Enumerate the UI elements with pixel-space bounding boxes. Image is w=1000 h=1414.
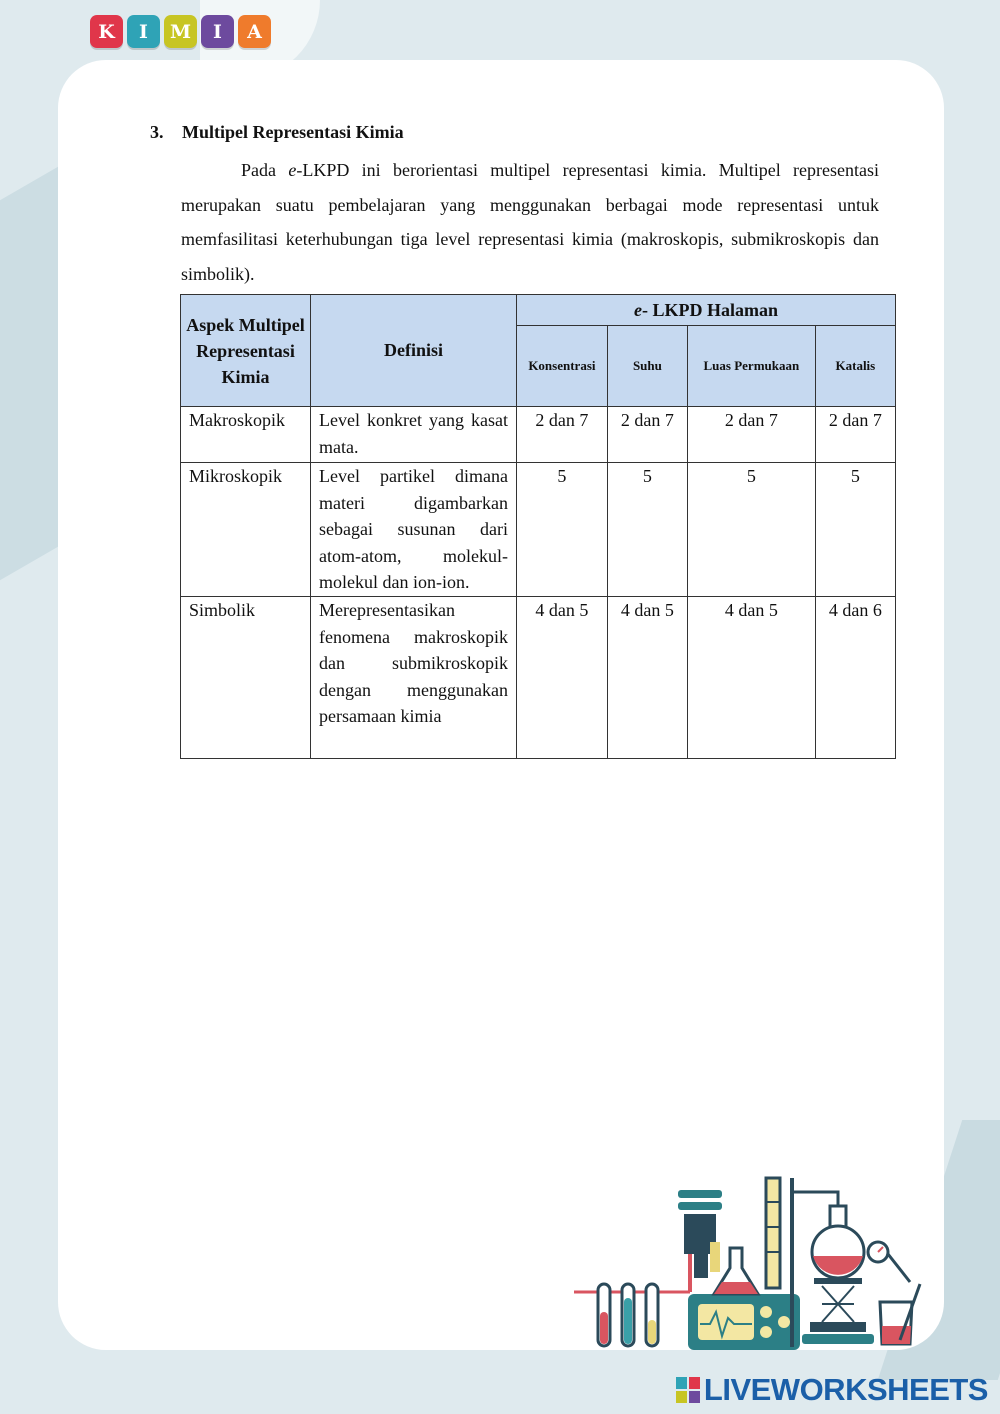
header-konsentrasi: Konsentrasi — [517, 326, 608, 407]
beaker-icon — [880, 1284, 920, 1344]
test-tubes-icon — [598, 1284, 658, 1346]
header-katalis: Katalis — [815, 326, 895, 407]
cell-katalis: 5 — [815, 463, 895, 597]
liveworksheets-logo-icon — [676, 1377, 700, 1403]
table-row — [181, 463, 896, 597]
flask-icon — [714, 1248, 758, 1294]
gauge-icon — [868, 1242, 910, 1282]
section-heading — [150, 122, 404, 143]
cell-definisi: Level partikel dimana materi digambarkan sebagai susunan dari atom-atom, molekul-molekul dan ion-ion. — [311, 463, 517, 597]
cell-konsentrasi: 4 dan 5 — [517, 597, 608, 759]
intro-paragraph — [181, 153, 879, 291]
header-suhu: Suhu — [607, 326, 687, 407]
cell-aspek: Makroskopik — [181, 407, 311, 463]
header-luas-permukaan: Luas Permukaan — [688, 326, 816, 407]
logo-tile: M — [164, 15, 197, 48]
header-definisi: Definisi — [311, 295, 517, 407]
kimia-logo — [90, 15, 271, 48]
liveworksheets-watermark — [676, 1372, 988, 1408]
table-row — [181, 407, 896, 463]
header-lkpd-text: - LKPD Halaman — [641, 299, 778, 320]
section-title: Multipel Representasi Kimia — [182, 122, 404, 142]
round-flask-icon — [802, 1206, 874, 1344]
header-lkpd — [517, 295, 896, 326]
microscope-icon — [678, 1190, 722, 1278]
section-number: 3. — [150, 122, 164, 142]
lab-equipment-illustration — [570, 1172, 930, 1362]
cell-aspek: Simbolik — [181, 597, 311, 759]
header-aspek: Aspek Multipel Representasi Kimia — [181, 295, 311, 407]
cell-definisi: Merepresentasikan fenomena makroskopik dan submikroskopik dengan menggunakan persamaan kimia — [311, 597, 517, 759]
logo-tile: I — [201, 15, 234, 48]
cell-luas-permukaan: 4 dan 5 — [688, 597, 816, 759]
cell-katalis: 4 dan 6 — [815, 597, 895, 759]
cell-konsentrasi: 2 dan 7 — [517, 407, 608, 463]
paragraph-prefix: Pada — [241, 160, 289, 180]
cell-definisi: Level konkret yang kasat mata. — [311, 407, 517, 463]
lab-machine-icon — [688, 1294, 800, 1350]
header-lkpd-italic: e — [633, 299, 642, 320]
logo-tile: I — [127, 15, 160, 48]
liveworksheets-text: LIVEWORKSHEETS — [703, 1372, 988, 1407]
table-row — [181, 597, 896, 759]
paragraph-italic: e — [288, 160, 297, 180]
representation-table — [180, 294, 896, 759]
cell-luas-permukaan: 2 dan 7 — [688, 407, 816, 463]
cell-luas-permukaan: 5 — [688, 463, 816, 597]
cell-suhu: 2 dan 7 — [607, 407, 687, 463]
cell-suhu: 4 dan 5 — [607, 597, 687, 759]
paragraph-text: -LKPD ini berorientasi multipel representasi kimia. Multipel representasi merupakan suatu pembelajaran yang menggunakan berbagai mode representasi untuk memfasilitasi keterhubungan tiga level representasi kimia (makroskopis, submikroskopis dan simbolik). — [181, 160, 879, 284]
cell-aspek: Mikroskopik — [181, 463, 311, 597]
cell-suhu: 5 — [607, 463, 687, 597]
cell-konsentrasi: 5 — [517, 463, 608, 597]
logo-tile: A — [238, 15, 271, 48]
logo-tile: K — [90, 15, 123, 48]
cell-katalis: 2 dan 7 — [815, 407, 895, 463]
